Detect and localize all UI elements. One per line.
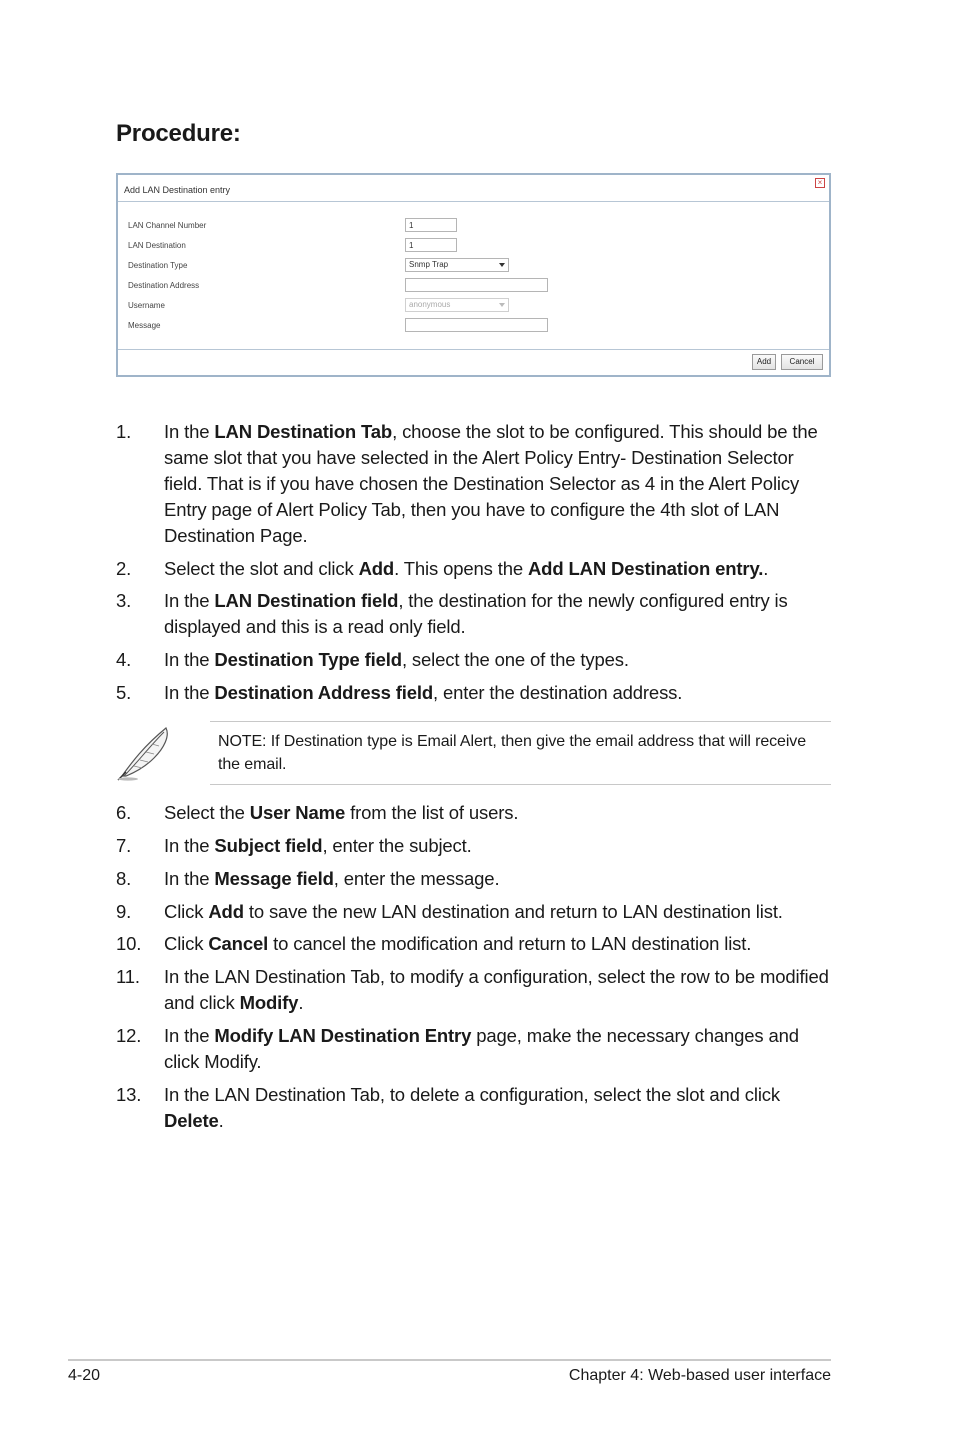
step-text-part: In the LAN Destination Tab, to delete a configuration, select the slot and click [164,1084,781,1105]
step-number: 2. [116,558,132,579]
step-text-part: , the destination for the newly configured entry is displayed and this is a read only field. [164,590,788,637]
dialog-footer [118,349,829,375]
username-select [405,298,509,312]
message-field[interactable] [405,318,548,332]
step-emphasis: Delete [164,1110,219,1131]
step-text-part: , enter the subject. [322,835,472,856]
lan-destination-field[interactable]: 1 [405,238,457,252]
step-text-part: , enter the destination address. [433,682,683,703]
step-number: 9. [116,901,132,922]
step-text [164,800,836,826]
step-text-part: . This opens the [394,558,528,579]
destination-type-select[interactable] [405,258,509,272]
step-text [164,588,836,640]
destination-type-value: Snmp Trap [409,260,449,269]
message-label: Message [128,321,161,330]
username-value: anonymous [409,300,451,309]
step-text-part: to cancel the modification and return to LAN destination list. [268,933,752,954]
step-text [164,647,836,673]
note-text: NOTE: If Destination type is Email Alert, then give the email address that will receive the email. [218,733,807,773]
step-text-part: , select the one of the types. [401,649,629,670]
step-number: 10. [116,933,142,954]
step-text [164,419,836,549]
step-text-part: In the [164,590,215,611]
step-emphasis: Modify [239,992,299,1013]
step-number: 13. [116,1084,142,1105]
step-emphasis: Subject field [214,835,323,856]
cancel-button[interactable]: Cancel [781,354,823,370]
step-number: 4. [116,649,132,670]
step-text-part: Click [164,933,209,954]
step-emphasis: Modify LAN Destination Entry [214,1025,472,1046]
step-text-part: In the [164,421,215,442]
step-number: 5. [116,682,132,703]
add-button[interactable]: Add [752,354,776,370]
step-number: 1. [116,421,132,442]
step-emphasis: Cancel [208,933,269,954]
destination-address-label: Destination Address [128,281,200,290]
lan-channel-number-label: LAN Channel Number [128,221,207,230]
step-text-part: In the [164,835,215,856]
step-text [164,899,836,925]
dialog-title: Add LAN Destination entry [124,185,231,195]
footer-rule [68,1359,831,1361]
page-number: 4-20 [68,1367,101,1384]
lan-channel-number-field[interactable]: 1 [405,218,457,232]
chapter-title: Chapter 4: Web-based user interface [568,1367,831,1384]
step-text-part: from the list of users. [345,802,519,823]
step-text [164,931,836,957]
step-text [164,964,836,1016]
quill-pen-icon [114,722,176,787]
step-text-part: In the [164,649,215,670]
add-lan-destination-dialog [116,173,831,377]
username-label: Username [128,301,165,310]
step-text [164,833,836,859]
step-text-part: . [298,992,304,1013]
destination-type-label: Destination Type [128,261,188,270]
section-heading: Procedure: [116,120,241,147]
step-emphasis: Add [208,901,244,922]
step-text-part: In the [164,1025,215,1046]
step-emphasis: Add [358,558,395,579]
step-number: 7. [116,835,132,856]
step-emphasis: User Name [249,802,346,823]
close-icon[interactable]: × [815,178,825,188]
lan-destination-label: LAN Destination [128,241,186,250]
step-text-part: Select the [164,802,250,823]
step-emphasis: LAN Destination Tab [214,421,393,442]
step-text-part: In the [164,868,215,889]
note-top-rule [210,721,831,722]
step-emphasis: LAN Destination field [214,590,399,611]
step-number: 3. [116,590,132,611]
step-emphasis: Message field [214,868,334,889]
step-text [164,866,836,892]
chevron-down-icon [499,303,505,307]
chevron-down-icon [499,263,505,267]
dialog-header [118,175,829,202]
destination-address-field[interactable] [405,278,548,292]
step-emphasis: Add LAN Destination entry. [527,558,764,579]
step-text [164,556,836,582]
step-emphasis: Destination Type field [214,649,402,670]
step-text-part: to save the new LAN destination and return to LAN destination list. [243,901,783,922]
step-text-part: page, make the necessary changes and click Modify. [164,1025,799,1072]
step-text [164,1082,836,1134]
step-text-part: , enter the message. [333,868,500,889]
step-text [164,680,836,706]
step-text-part: . [218,1110,224,1131]
step-number: 6. [116,802,132,823]
step-number: 8. [116,868,132,889]
note-bottom-rule [210,784,831,785]
step-emphasis: Destination Address field [214,682,434,703]
step-text-part: Select the slot and click [164,558,359,579]
step-number: 11. [116,966,140,987]
step-text [164,1023,836,1075]
step-text-part: Click [164,901,209,922]
step-text-part: In the [164,682,215,703]
step-text-part: . [763,558,769,579]
step-text-part: , choose the slot to be configured. This should be the same slot that you have selected in the Alert Policy Entry- Destination Selector field. That is if you have chosen the Destination Selector as 4 in the Alert Policy Entry page of Alert Policy Tab, then you have to configure the 4th slot of LAN Destination Page. [164,421,818,546]
step-number: 12. [116,1025,142,1046]
step-text-part: In the LAN Destination Tab, to modify a configuration, select the row to be modified and click [164,966,829,1013]
